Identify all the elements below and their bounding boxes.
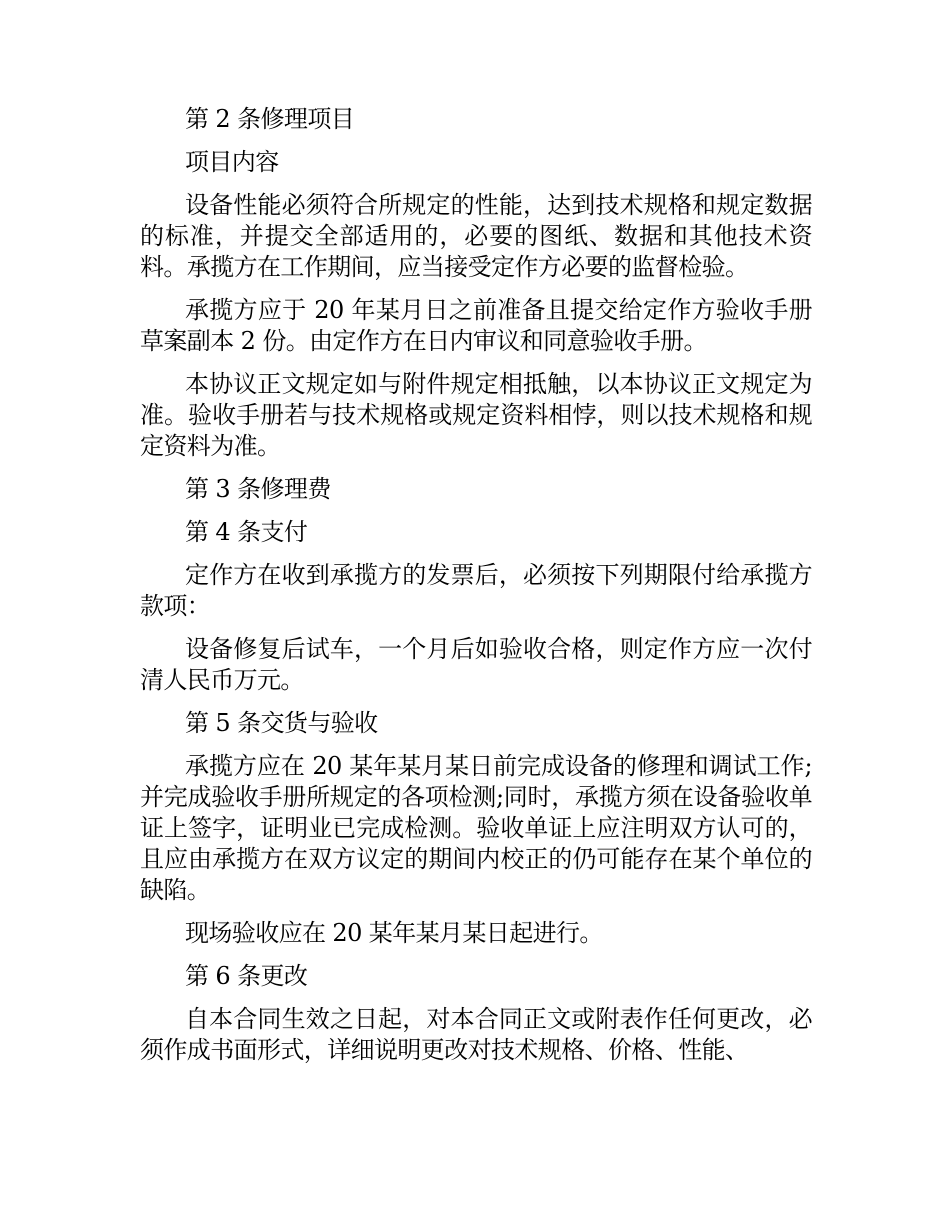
paragraph-payment-terms: 定作方在收到承揽方的发票后，必须按下列期限付给承揽方款项：	[140, 561, 812, 620]
paragraph-conflict-precedence: 本协议正文规定如与附件规定相抵触，以本协议正文规定为准。验收手册若与技术规格或规定资料相悖，则以技术规格和规定资料为准。	[140, 370, 812, 460]
paragraph-equipment-performance: 设备性能必须符合所规定的性能，达到技术规格和规定数据的标准，并提交全部适用的，必要的图纸、数据和其他技术资料。承揽方在工作期间，应当接受定作方必要的监督检验。	[140, 191, 812, 281]
paragraph-site-acceptance: 现场验收应在 20 某年某月某日起进行。	[185, 919, 603, 947]
paragraph-amendments: 自本合同生效之日起，对本合同正文或附表作任何更改，必须作成书面形式，详细说明更改对技术规格、价格、性能、	[140, 1005, 812, 1064]
article-2-heading: 第 2 条修理项目	[185, 105, 355, 133]
paragraph-payment-after-trial: 设备修复后试车，一个月后如验收合格，则定作方应一次付清人民币万元。	[140, 635, 812, 694]
project-content-heading: 项目内容	[185, 148, 279, 176]
article-3-heading: 第 3 条修理费	[185, 475, 331, 503]
article-4-heading: 第 4 条支付	[185, 518, 308, 546]
document-page	[140, 104, 812, 1078]
paragraph-acceptance-manual-draft: 承揽方应于 20 年某月日之前准备且提交给定作方验收手册草案副本 2 份。由定作方在日内审议和同意验收手册。	[140, 296, 812, 355]
article-5-heading: 第 5 条交货与验收	[185, 709, 378, 737]
article-6-heading: 第 6 条更改	[185, 962, 308, 990]
paragraph-delivery-completion: 承揽方应在 20 某年某月某日前完成设备的修理和调试工作;并完成验收手册所规定的各项检测;同时，承揽方须在设备验收单证上签字，证明业已完成检测。验收单证上应注明双方认可的，且应由承揽方在双方议定的期间内校正的仍可能存在某个单位的缺陷。	[140, 752, 812, 904]
